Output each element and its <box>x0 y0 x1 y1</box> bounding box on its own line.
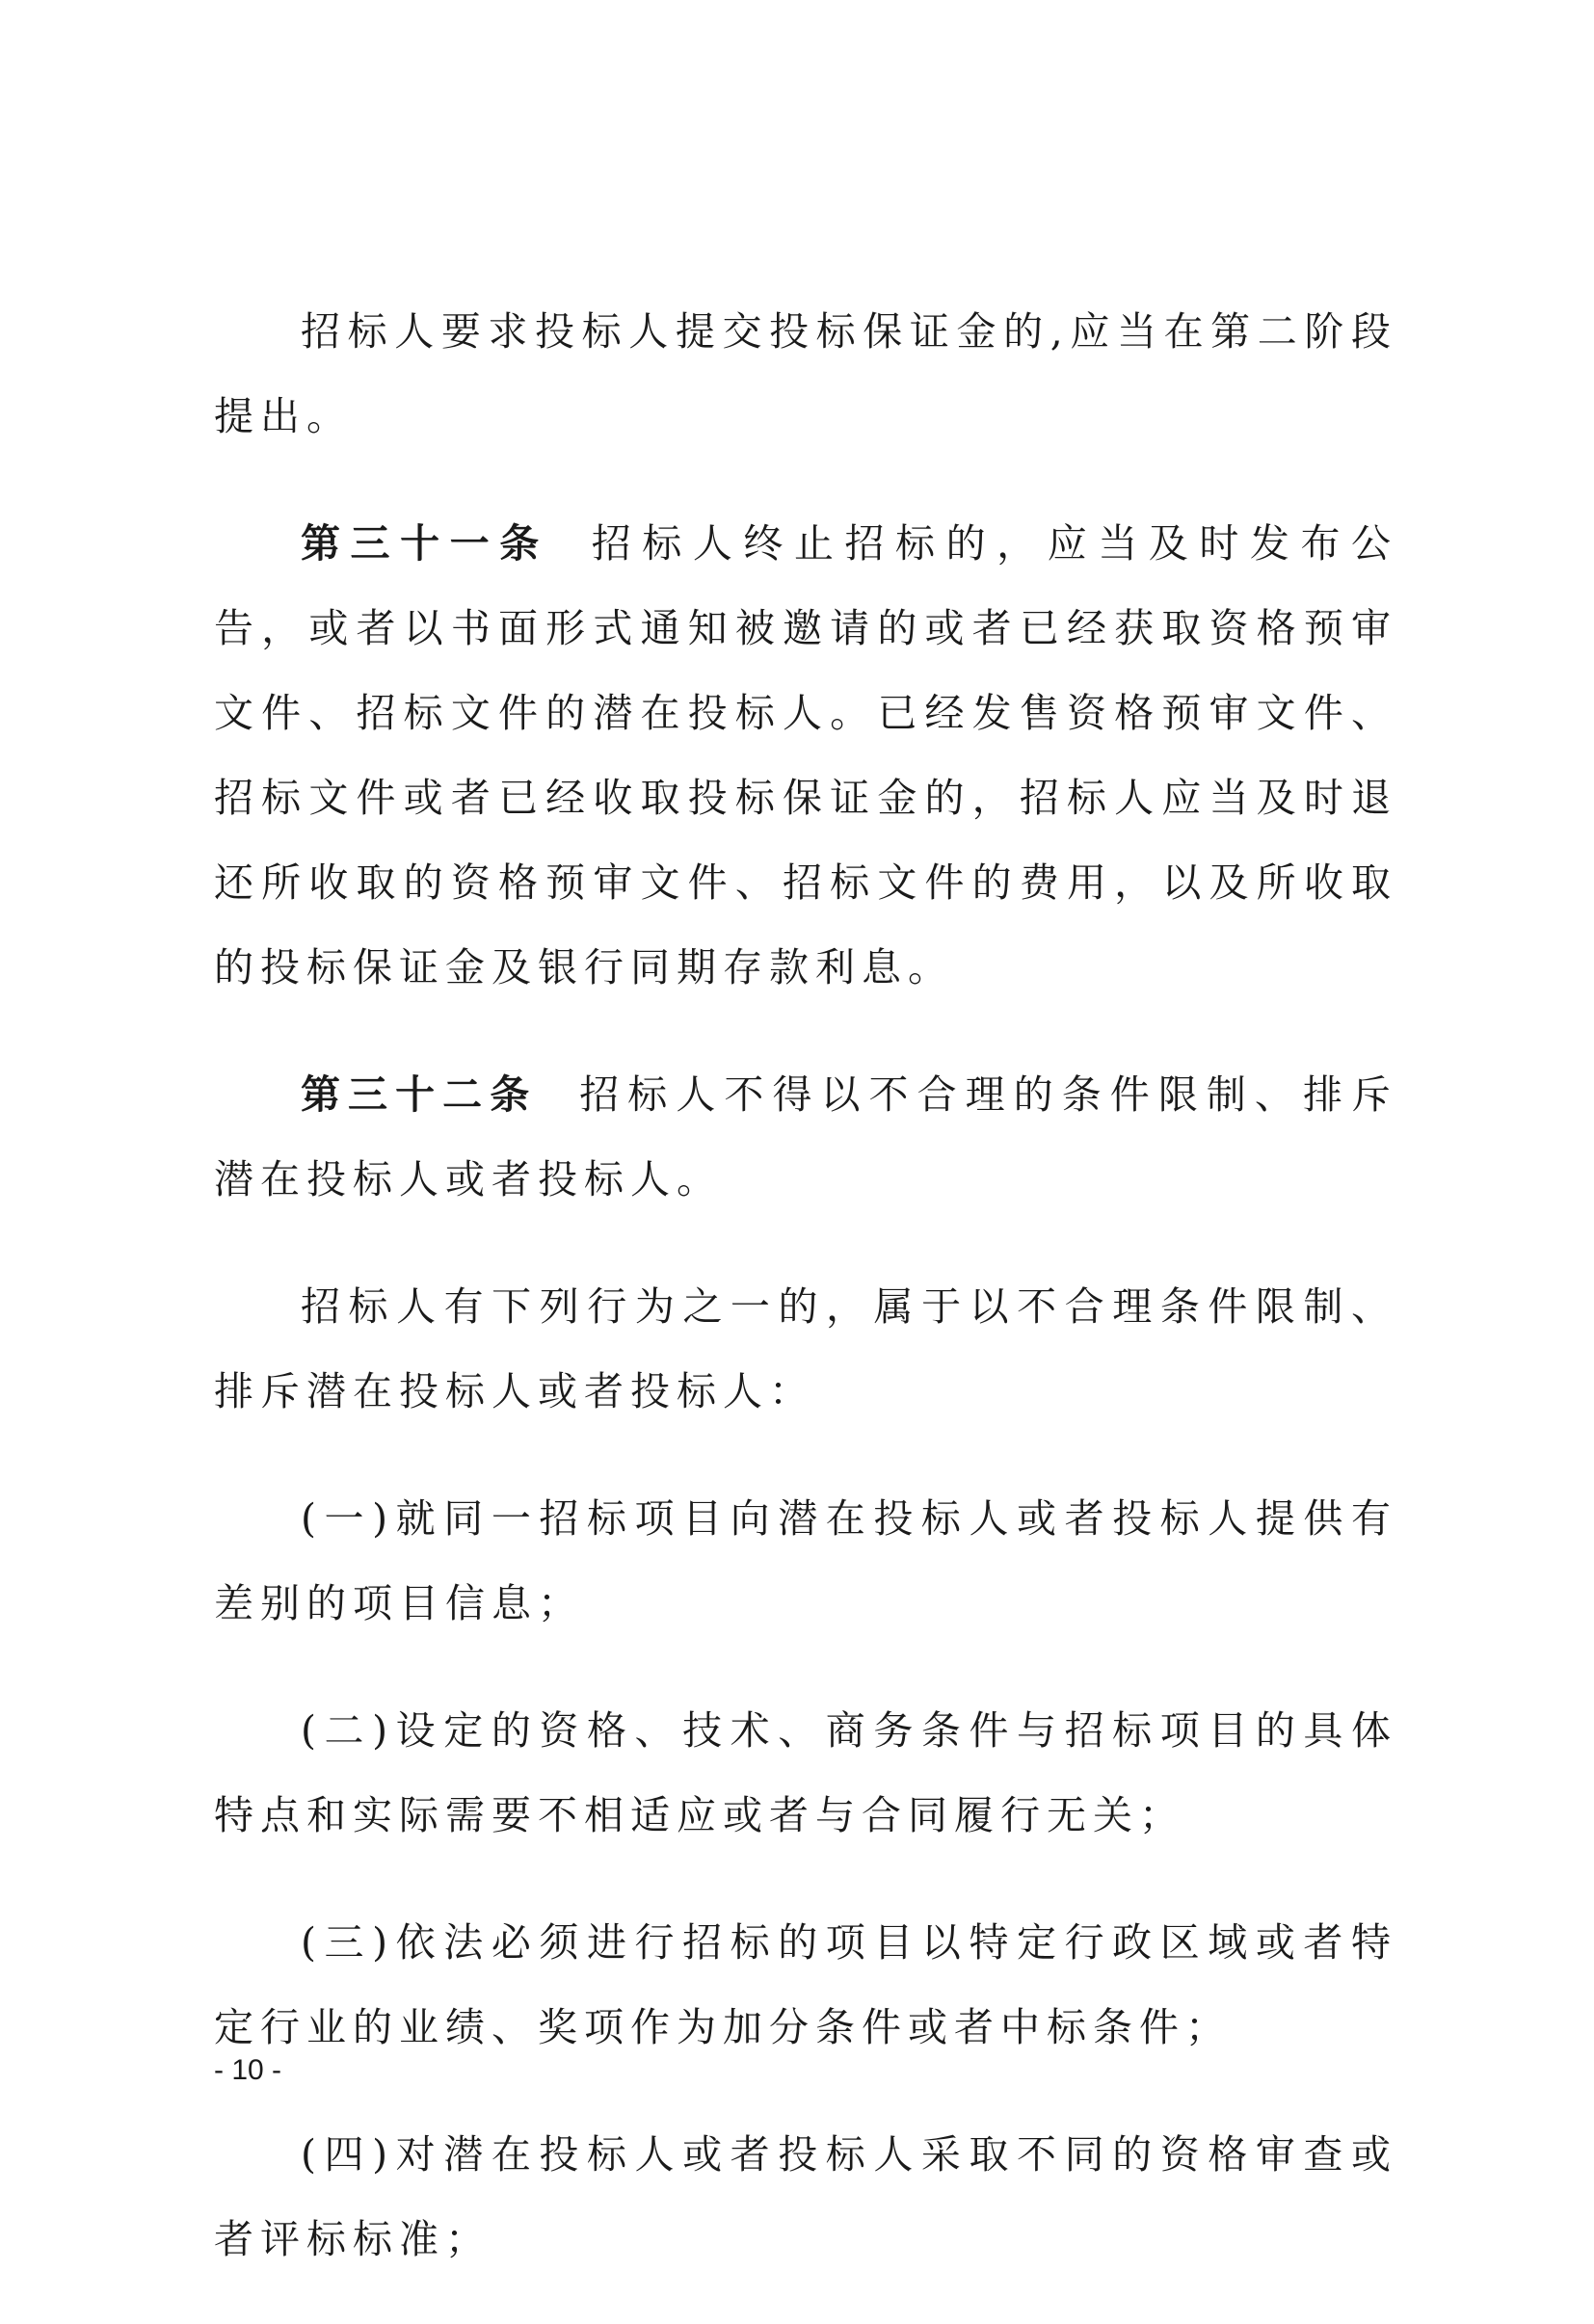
paragraph-bid-bond-stage <box>214 289 1397 459</box>
paragraph-text: 招标人要求投标人提交投标保证金的,应当在第二阶段提出。 <box>214 308 1397 439</box>
paragraph-text: 招标人不得以不合理的条件限制、排斥潜在投标人或者投标人。 <box>214 1071 1398 1202</box>
paragraph-text: (一)就同一招标项目向潜在投标人或者投标人提供有差别的项目信息； <box>214 1495 1397 1626</box>
paragraph-text: (三)依法必须进行招标的项目以特定行政区域或者特定行业的业绩、奖项作为加分条件或者中标条件； <box>214 1919 1397 2050</box>
paragraph-text: 招标人有下列行为之一的，属于以不合理条件限制、排斥潜在投标人或者投标人： <box>214 1283 1397 1414</box>
paragraph-text: (二)设定的资格、技术、商务条件与招标项目的具体特点和实际需要不相适应或者与合同履行无关； <box>214 1707 1397 1838</box>
list-item-1 <box>214 1476 1397 1646</box>
list-item-2 <box>214 1688 1397 1858</box>
paragraph-text: (四)对潜在投标人或者投标人采取不同的资格审查或者评标标准； <box>214 2131 1397 2262</box>
paragraph-list-intro <box>214 1264 1397 1434</box>
document-body <box>214 289 1397 2324</box>
article-number: 第三十一条 <box>301 520 549 567</box>
page-number: - 10 - <box>214 2054 282 2086</box>
paragraph-article-32 <box>214 1052 1397 1222</box>
list-item-3 <box>214 1900 1397 2070</box>
list-item-4 <box>214 2112 1397 2282</box>
article-number: 第三十二条 <box>301 1071 538 1118</box>
paragraph-text: 招标人终止招标的，应当及时发布公告，或者以书面形式通知被邀请的或者已经获取资格预审文件、招标文件的潜在投标人。已经发售资格预审文件、招标文件或者已经收取投标保证金的，招标人应当及时退还所收取的资格预审文件、招标文件的费用，以及所收取的投标保证金及银行同期存款利息。 <box>214 520 1397 990</box>
paragraph-article-31 <box>214 501 1397 1010</box>
